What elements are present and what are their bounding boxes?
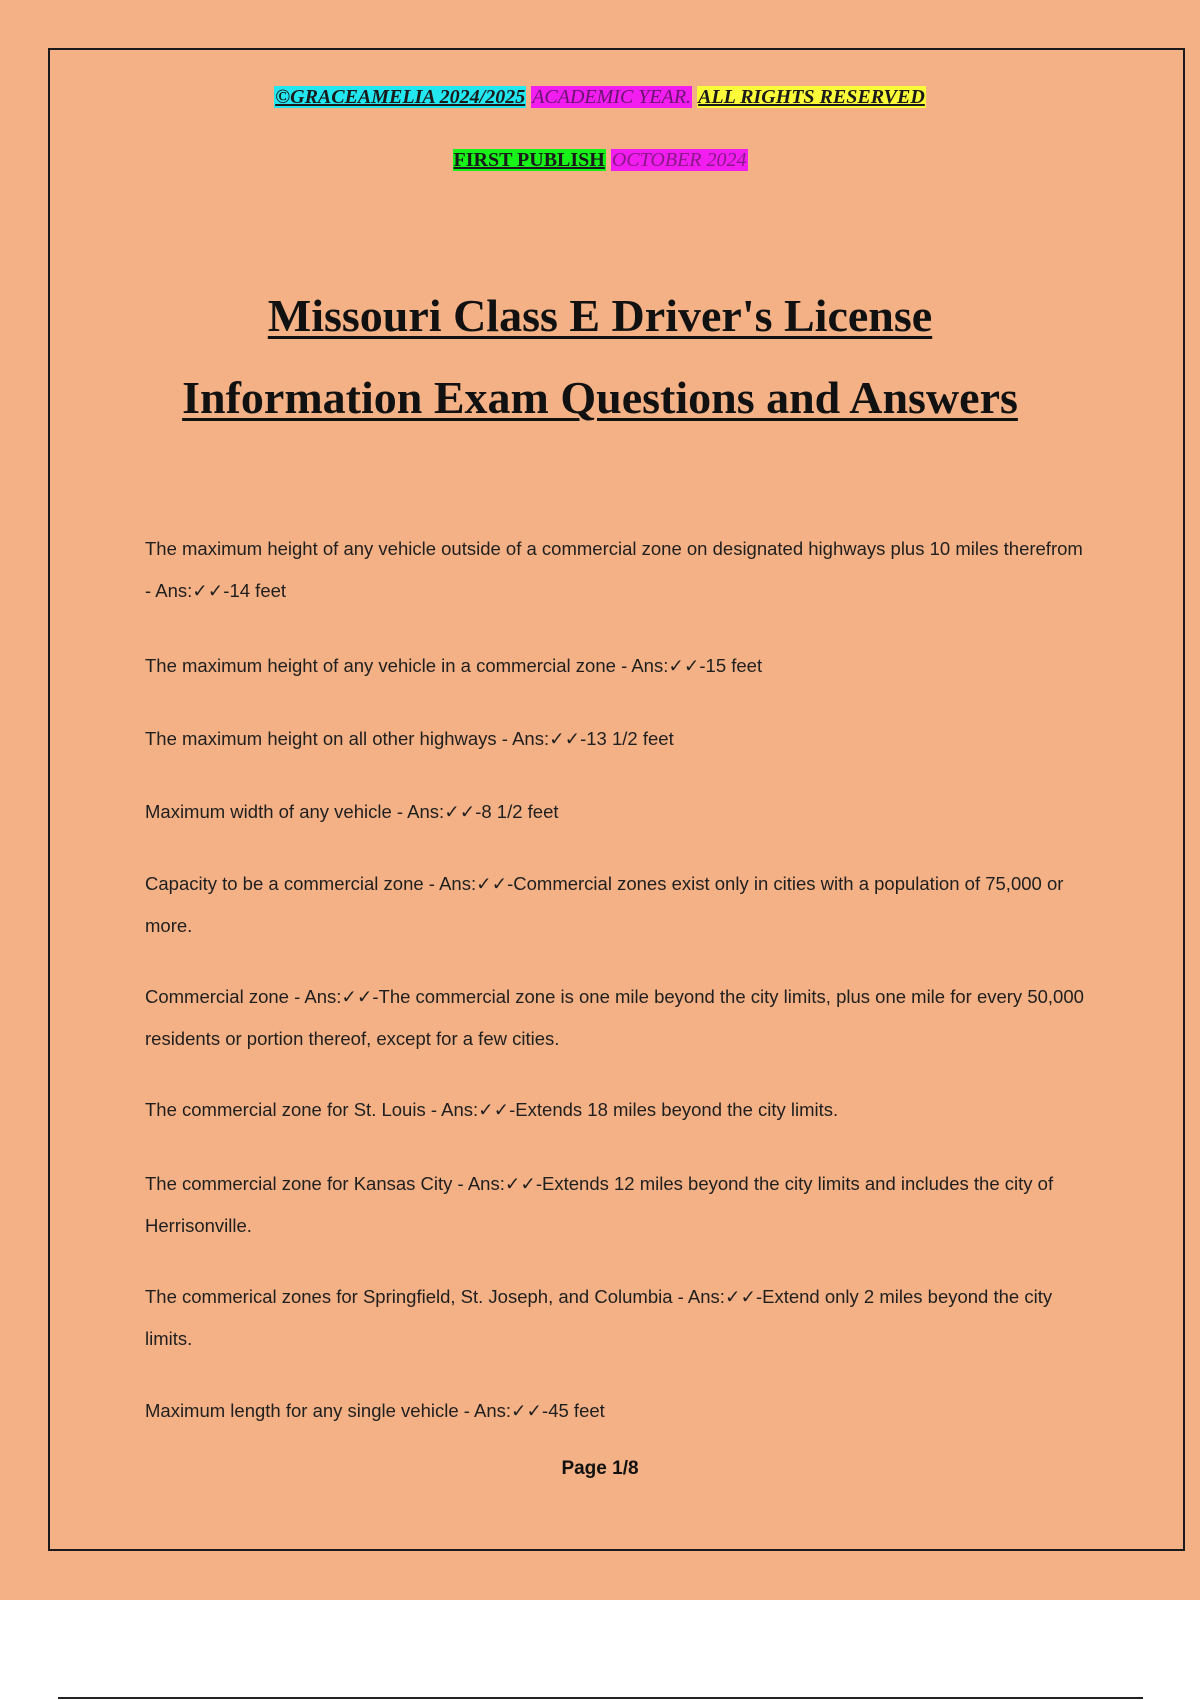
publish-line	[0, 148, 1200, 172]
publish-date-text: OCTOBER 2024	[611, 149, 747, 171]
page-number: Page 1/8	[561, 1458, 639, 1479]
qa-item: Capacity to be a commercial zone - Ans:✓✓-Commercial zones exist only in cities with a population of 75,000 or more.	[145, 873, 1064, 936]
qa-item: Maximum length for any single vehicle - Ans:✓✓-45 feet	[145, 1400, 605, 1421]
qa-item: The maximum height of any vehicle in a commercial zone - Ans:✓✓-15 feet	[145, 655, 763, 676]
rights-reserved-text: ALL RIGHTS RESERVED	[698, 86, 925, 108]
qa-item: The maximum height on all other highways - Ans:✓✓-13 1/2 feet	[145, 728, 674, 749]
qa-item: Maximum width of any vehicle - Ans:✓✓-8 1/2 feet	[145, 801, 559, 822]
document-title-line-1: Missouri Class E Driver's License	[267, 290, 933, 341]
qa-item: The maximum height of any vehicle outside of a commercial zone on designated highways plus 10 miles therefrom - Ans:✓✓-14 feet	[145, 538, 1083, 601]
qa-item: The commerical zones for Springfield, St. Joseph, and Columbia - Ans:✓✓-Extend only 2 miles beyond the city limits.	[145, 1286, 1053, 1349]
copyright-line	[0, 85, 1200, 109]
qa-item: Commercial zone - Ans:✓✓-The commercial zone is one mile beyond the city limits, plus one mile for every 50,000 residents or portion thereof, except for a few cities.	[145, 986, 1084, 1049]
qa-item: The commercial zone for Kansas City - Ans:✓✓-Extends 12 miles beyond the city limits and includes the city of Herrisonville.	[145, 1173, 1054, 1236]
copyright-text: ©GRACEAMELIA 2024/2025	[275, 86, 526, 108]
academic-year-text: ACADEMIC YEAR.	[532, 86, 692, 108]
first-publish-text: FIRST PUBLISH	[453, 149, 605, 171]
next-page-divider	[58, 1697, 1143, 1699]
document-title-line-2: Information Exam Questions and Answers	[182, 372, 1018, 423]
qa-item: The commercial zone for St. Louis - Ans:✓✓-Extends 18 miles beyond the city limits.	[145, 1099, 839, 1120]
